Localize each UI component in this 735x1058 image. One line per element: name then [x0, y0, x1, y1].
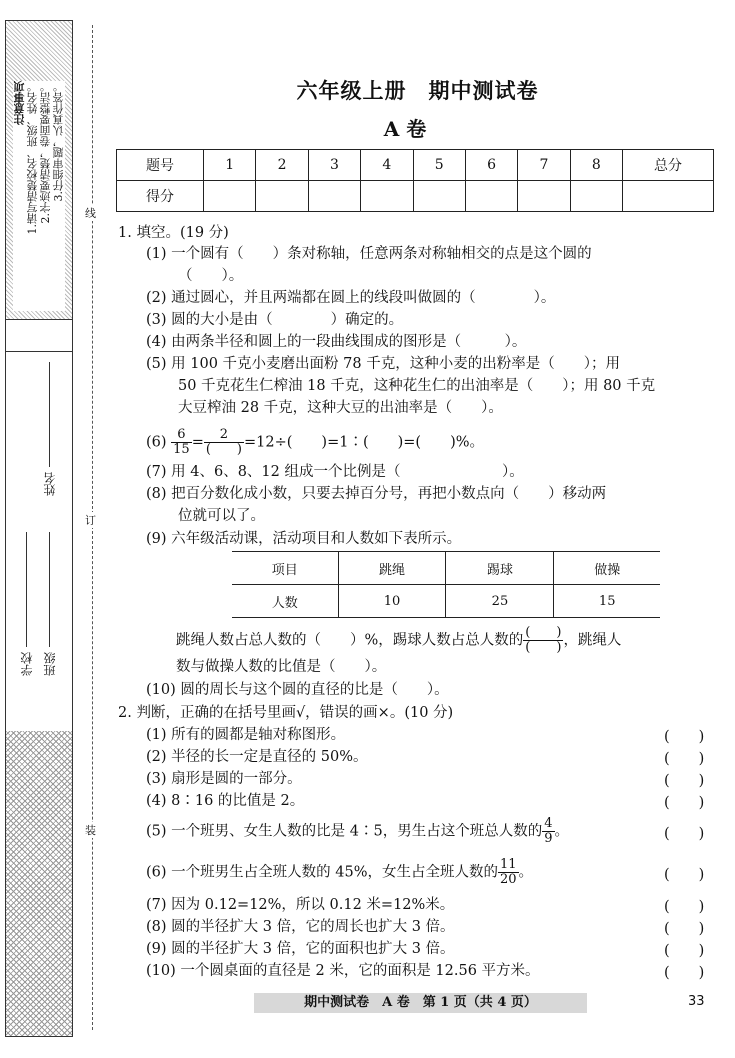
- note-2: 2.字迹要清楚，卷面要整洁。: [39, 81, 52, 224]
- judge-answer-6[interactable]: ( ): [664, 867, 705, 883]
- judge-item-6-text: (6) 一个班男生占全班人数的 45%，女生占全班人数的: [146, 864, 498, 881]
- judge-5-fraction: [542, 817, 554, 846]
- note-3: 3.仔细审题，认真作答。: [52, 81, 65, 202]
- q9-answer-line-b: 数与做操人数的比值是（ ）。: [176, 659, 387, 675]
- q9-answer-end: ，跳绳人: [563, 632, 622, 649]
- q6-fraction-2: [204, 428, 244, 457]
- judge-item-3: (3) 扇形是圆的一部分。: [146, 771, 302, 787]
- score-table: [116, 149, 714, 212]
- judge-answer-2[interactable]: ( ): [664, 751, 705, 767]
- judge-item-6: (6) 一个班男生占全班人数的 45%，女生占全班人数的 $\frac{11}{20}$ 。: [146, 857, 534, 887]
- q9-answer-text: 跳绳人数占总人数的（ ）%，踢球人数占总人数的: [176, 632, 524, 649]
- score-cell[interactable]: [413, 181, 465, 212]
- score-header-cell: 7: [518, 150, 570, 181]
- score-cell[interactable]: [308, 181, 360, 212]
- activity-header-cell: 项目: [232, 552, 338, 585]
- judge-item-7: (7) 因为 0.12=12%，所以 0.12 米=12%米。: [146, 897, 455, 913]
- q6-rest: =12÷( )=1∶( )=( )%。: [244, 434, 485, 451]
- score-header-cell: 4: [361, 150, 413, 181]
- activity-row-label: 人数: [232, 585, 338, 618]
- student-info-box: [6, 351, 72, 733]
- score-header-cell: 2: [256, 150, 308, 181]
- q9-answer-line-a: [176, 626, 621, 655]
- judge-answer-1[interactable]: ( ): [664, 729, 705, 745]
- judge-item-2: (2) 半径的长一定是直径的 50%。: [146, 749, 368, 765]
- judge-6-frac-num: 11: [499, 857, 517, 872]
- score-cell[interactable]: [570, 181, 622, 212]
- judge-answer-7[interactable]: ( ): [664, 899, 705, 915]
- score-header-cell: 8: [570, 150, 622, 181]
- activity-header-row: [232, 552, 660, 585]
- q6-f1-den: 15: [173, 442, 190, 457]
- q8-line-b: 位就可以了。: [178, 508, 265, 524]
- score-header-cell: 题号: [117, 150, 204, 181]
- footer-banner: 期中测试卷 A 卷 第 1 页（共 4 页）: [254, 993, 587, 1013]
- score-header-cell: 总分: [623, 150, 714, 181]
- score-row-label: 得分: [117, 181, 204, 212]
- activity-table: [232, 551, 660, 618]
- q6-line: (6) $\frac{6}{15}$ = $\frac{2}{( )}$ =12÷( )=1∶( )=( )%。: [146, 427, 485, 457]
- page-number: 33: [688, 994, 705, 1009]
- judge-item-8: (8) 圆的半径扩大 3 倍，它的周长也扩大 3 倍。: [146, 919, 455, 935]
- activity-value-cell: 15: [554, 585, 660, 618]
- sidebar: [5, 20, 73, 1037]
- judge-answer-10[interactable]: ( ): [664, 965, 705, 981]
- q9-fraction: [523, 626, 563, 655]
- q4-line: (4) 由两条半径和圆上的一段曲线围成的图形是（ ）。: [146, 334, 527, 350]
- activity-header-cell: 跳绳: [338, 552, 446, 585]
- q6-prefix: (6): [146, 434, 167, 451]
- score-cell[interactable]: [256, 181, 308, 212]
- score-cell[interactable]: [518, 181, 570, 212]
- judge-5-frac-num: 4: [544, 816, 553, 831]
- score-cell[interactable]: [204, 181, 256, 212]
- q6-f1-num: 6: [171, 428, 192, 443]
- name-line: [49, 362, 50, 467]
- q5-line-a: (5) 用 100 千克小麦磨出面粉 78 千克，这种小麦的出粉率是（ ）；用: [146, 356, 620, 372]
- q5-line-b: 50 千克花生仁榨油 18 千克，这种花生仁的出油率是（ ）；用 80 千克: [178, 378, 656, 394]
- class-line: [49, 532, 50, 647]
- page-title: 六年级上册 期中测试卷: [296, 78, 539, 103]
- score-cell[interactable]: [623, 181, 714, 212]
- q1-line-a: (1) 一个圆有（ ）条对称轴，任意两条对称轴相交的点是这个圆的: [146, 246, 592, 262]
- score-header-cell: 6: [465, 150, 517, 181]
- q10-line: (10) 圆的周长与这个圆的直径的比是（ ）。: [146, 682, 449, 698]
- q6-f2-num: 2: [204, 428, 244, 443]
- activity-header-cell: 踢球: [446, 552, 554, 585]
- q1-line-b: （ ）。: [178, 268, 244, 284]
- q5-line-c: 大豆榨油 28 千克，这种大豆的出油率是（ ）。: [178, 400, 503, 416]
- activity-value-cell: 10: [338, 585, 446, 618]
- note-1: 1.请写清楚校名、班级、姓名。: [26, 81, 39, 235]
- q7-line: (7) 用 4、6、8、12 组成一个比例是（ ）。: [146, 464, 524, 480]
- judge-answer-8[interactable]: ( ): [664, 921, 705, 937]
- q3-line: (3) 圆的大小是由（ ）确定的。: [146, 312, 404, 328]
- q6-fraction-1: [171, 428, 192, 457]
- judge-item-1: (1) 所有的圆都是轴对称图形。: [146, 727, 346, 743]
- score-cell[interactable]: [361, 181, 413, 212]
- notes-heading: 注意事项: [13, 81, 26, 125]
- page-subtitle: A 卷: [383, 117, 427, 141]
- q9-line: (9) 六年级活动课，活动项目和人数如下表所示。: [146, 531, 462, 547]
- judge-item-4: (4) 8∶16 的比值是 2。: [146, 793, 305, 809]
- school-line: [26, 532, 27, 647]
- name-label: 姓名: [43, 472, 57, 496]
- cut-mark-line: 线: [85, 207, 96, 220]
- score-table-row-scores: [117, 181, 714, 212]
- q6-f2-den: ( ): [205, 442, 243, 457]
- judge-item-5-text: (5) 一个班男、女生人数的比是 4∶5，男生占这个班总人数的: [146, 823, 543, 840]
- judge-answer-3[interactable]: ( ): [664, 773, 705, 789]
- score-header-cell: 1: [204, 150, 256, 181]
- q9-frac-den: ( ): [525, 640, 562, 655]
- score-cell[interactable]: [465, 181, 517, 212]
- q8-line-a: (8) 把百分数化成小数，只要去掉百分号，再把小数点向（ ）移动两: [146, 486, 607, 502]
- q2-line: (2) 通过圆心，并且两端都在圆上的线段叫做圆的（ ）。: [146, 290, 556, 306]
- score-header-cell: 5: [413, 150, 465, 181]
- hatched-bottom: [6, 731, 72, 1036]
- judge-item-10: (10) 一个圆桌面的直径是 2 米，它的面积是 12.56 平方米。: [146, 963, 540, 979]
- judge-answer-5[interactable]: ( ): [664, 826, 705, 842]
- q9-frac-num: ( ): [525, 625, 562, 640]
- notes-box: [6, 21, 72, 320]
- activity-value-cell: 25: [446, 585, 554, 618]
- cut-mark-bind: 订: [85, 514, 96, 527]
- cut-mark-install: 装: [85, 824, 96, 837]
- section1-heading: 1. 填空。(19 分): [118, 225, 229, 241]
- section2-heading: 2. 判断，正确的在括号里画√，错误的画×。(10 分): [118, 705, 454, 721]
- school-label: 学校: [20, 652, 34, 676]
- activity-value-row: [232, 585, 660, 618]
- judge-item-5: (5) 一个班男、女生人数的比是 4∶5，男生占这个班总人数的 $\frac{4}{9}$ 。: [146, 816, 569, 846]
- score-table-row-headers: [117, 150, 714, 181]
- judge-6-frac-den: 20: [499, 872, 517, 887]
- class-label: 班级: [43, 652, 57, 676]
- activity-header-cell: 做操: [554, 552, 660, 585]
- judge-6-fraction: [498, 858, 519, 887]
- judge-answer-4[interactable]: ( ): [664, 795, 705, 811]
- score-header-cell: 3: [308, 150, 360, 181]
- judge-item-9: (9) 圆的半径扩大 3 倍，它的面积也扩大 3 倍。: [146, 941, 455, 957]
- judge-answer-9[interactable]: ( ): [664, 943, 705, 959]
- judge-5-frac-den: 9: [544, 831, 553, 846]
